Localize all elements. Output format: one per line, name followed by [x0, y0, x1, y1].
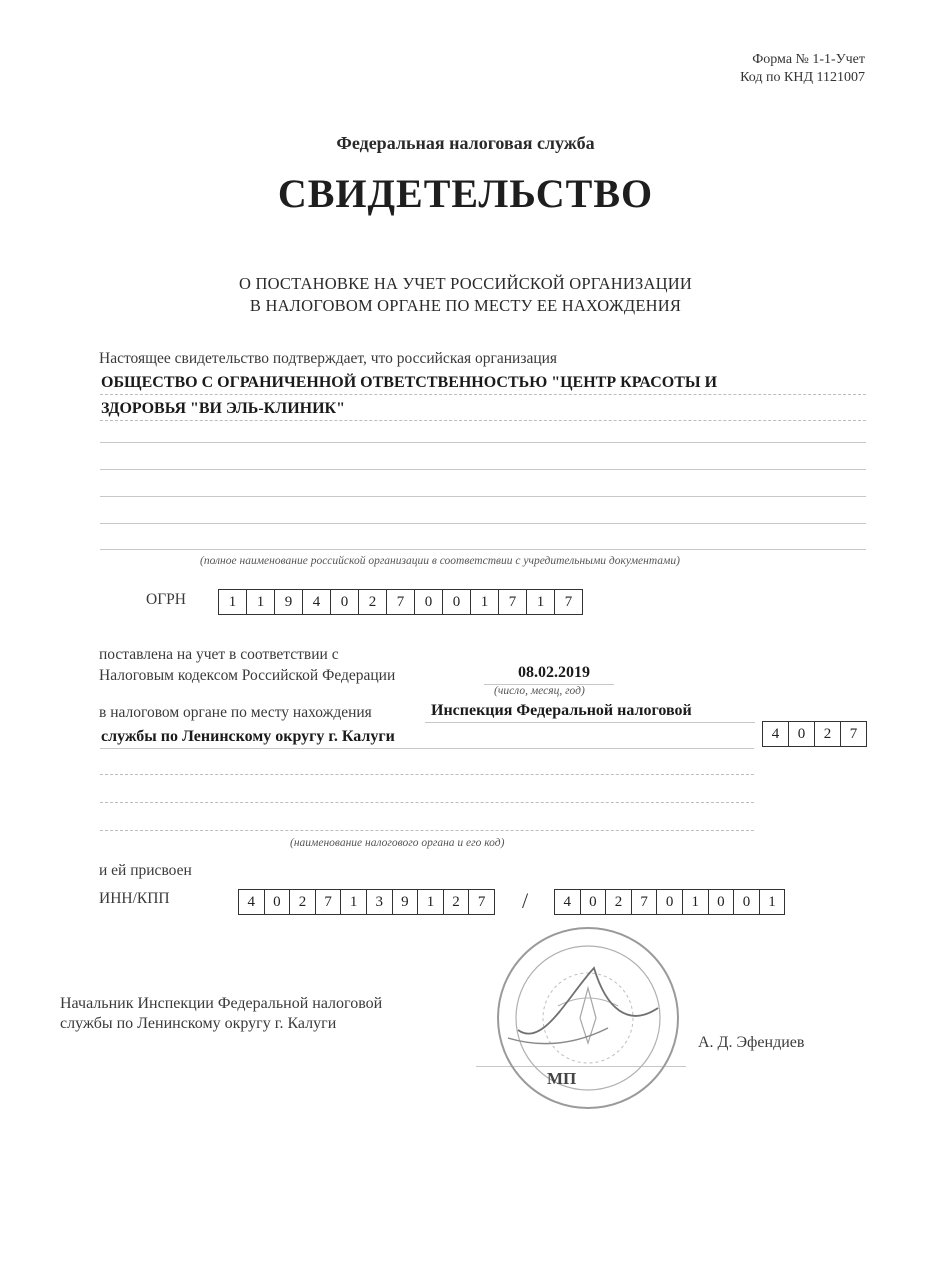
org-name-rule: [100, 420, 866, 421]
org-name-rule: [100, 523, 866, 524]
digit-cell: 2: [444, 890, 470, 914]
inn-kpp-label: ИНН/КПП: [99, 890, 170, 907]
inn-kpp-separator: /: [522, 888, 529, 913]
digit-cell: 0: [331, 590, 359, 614]
digit-cell: 2: [290, 890, 316, 914]
digit-cell: 9: [393, 890, 419, 914]
subtitle-line-2: В НАЛОГОВОМ ОРГАНЕ ПО МЕСТУ ЕЕ НАХОЖДЕНИЯ: [249, 296, 682, 315]
digit-cell: 9: [275, 590, 303, 614]
digit-cell: 0: [415, 590, 443, 614]
digit-cell: 7: [632, 890, 658, 914]
stamp-mark: МП: [547, 1069, 577, 1088]
signature-stroke: [518, 968, 658, 1034]
digit-cell: 0: [709, 890, 735, 914]
kpp-digits: [554, 889, 785, 915]
tax-office-rule: [425, 722, 755, 723]
registered-text-1: поставлена на учет в соответствии с: [99, 646, 339, 663]
digit-cell: 2: [606, 890, 632, 914]
digit-cell: 4: [239, 890, 265, 914]
digit-cell: 0: [734, 890, 760, 914]
digit-cell: 1: [247, 590, 275, 614]
org-name-line-2: ЗДОРОВЬЯ "ВИ ЭЛЬ-КЛИНИК": [101, 400, 346, 417]
digit-cell: 7: [387, 590, 415, 614]
form-number: Форма № 1-1-Учет: [752, 52, 865, 67]
digit-cell: 1: [471, 590, 499, 614]
tax-office-caption: (наименование налогового органа и его код): [290, 837, 505, 849]
tax-office-name-line-2: службы по Ленинскому округу г. Калуги: [101, 728, 395, 745]
digit-cell: 2: [359, 590, 387, 614]
agency-name: Федеральная налоговая служба: [336, 133, 595, 153]
digit-cell: 4: [303, 590, 331, 614]
knd-code: Код по КНД 1121007: [740, 70, 865, 85]
digit-cell: 7: [564, 594, 573, 610]
digit-cell: 7: [849, 726, 858, 742]
digit-cell: 0: [657, 890, 683, 914]
digit-cell: 1: [418, 890, 444, 914]
digit-cell: 7: [499, 590, 527, 614]
document-title: СВИДЕТЕЛЬСТВО: [277, 171, 654, 216]
digit-cell: 0: [581, 890, 607, 914]
ogrn-label: ОГРН: [146, 591, 186, 608]
digit-cell: 1: [527, 590, 555, 614]
tax-office-rule: [100, 802, 754, 803]
subtitle-line-1: О ПОСТАНОВКЕ НА УЧЕТ РОССИЙСКОЙ ОРГАНИЗАЦИИ: [239, 274, 692, 293]
digit-cell: 0: [789, 722, 815, 746]
tax-office-rule: [100, 774, 754, 775]
org-name-rule: [100, 394, 866, 395]
ogrn-digits: [218, 589, 583, 615]
date-caption: (число, месяц, год): [494, 685, 585, 697]
tax-office-code-digits: [762, 721, 867, 747]
signatory-position-line-2: службы по Ленинскому округу г. Калуги: [60, 1015, 337, 1032]
intro-text: Настоящее свидетельство подтверждает, что российская организация: [99, 350, 558, 367]
assigned-text: и ей присвоен: [99, 862, 192, 879]
digit-cell: 4: [555, 890, 581, 914]
inn-digits: [238, 889, 495, 915]
org-name-rule: [100, 549, 866, 550]
digit-cell: 1: [219, 590, 247, 614]
org-name-rule: [100, 469, 866, 470]
digit-cell: 0: [443, 590, 471, 614]
org-name-rule: [100, 496, 866, 497]
digit-cell: 0: [265, 890, 291, 914]
signatory-position-line-1: Начальник Инспекции Федеральной налоговой: [60, 995, 383, 1012]
digit-cell: 1: [683, 890, 709, 914]
digit-cell: 7: [316, 890, 342, 914]
digit-cell: 7: [477, 894, 486, 910]
official-seal: [488, 918, 688, 1118]
digit-cell: 2: [815, 722, 841, 746]
digit-cell: 1: [341, 890, 367, 914]
registration-date: 08.02.2019: [518, 664, 590, 681]
digit-cell: 4: [763, 722, 789, 746]
org-caption: (полное наименование российской организации в соответствии с учредительными документами): [200, 555, 680, 567]
digit-cell: 3: [367, 890, 393, 914]
registered-text-2: Налоговым кодексом Российской Федерации: [99, 667, 396, 684]
digit-cell: 1: [768, 894, 776, 910]
signatory-name: А. Д. Эфендиев: [698, 1034, 805, 1051]
tax-office-rule: [100, 830, 754, 831]
tax-office-name-line-1: Инспекция Федеральной налоговой: [431, 702, 692, 719]
tax-office-prefix: в налоговом органе по месту нахождения: [99, 704, 372, 721]
org-name-line-1: ОБЩЕСТВО С ОГРАНИЧЕННОЙ ОТВЕТСТВЕННОСТЬЮ "ЦЕНТР КРАСОТЫ И: [101, 374, 718, 391]
org-name-rule: [100, 442, 866, 443]
tax-office-rule: [100, 748, 754, 749]
